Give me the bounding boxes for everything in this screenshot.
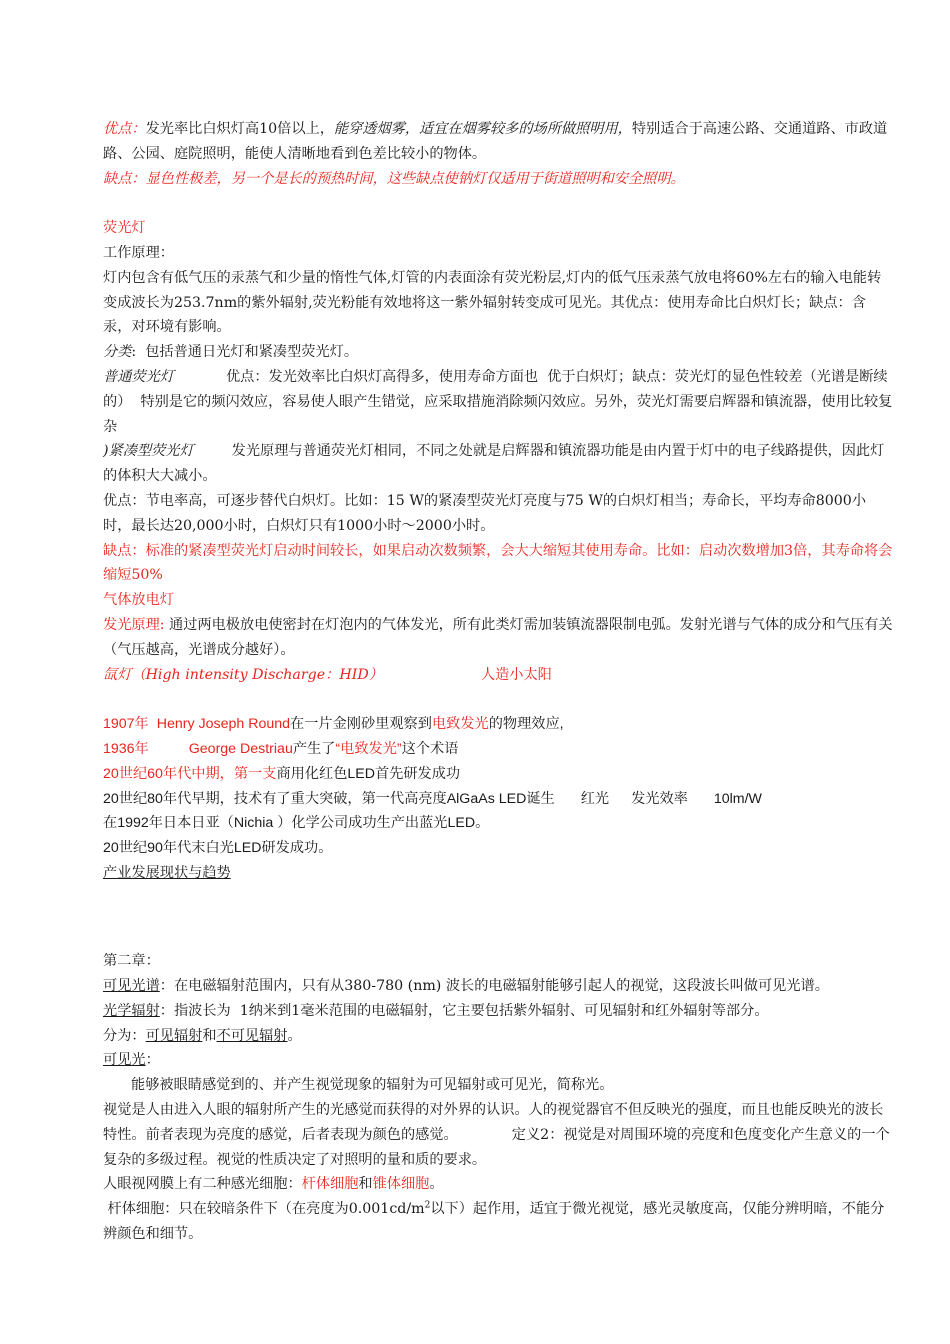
classification-label: 分类 xyxy=(103,344,132,361)
spacer xyxy=(103,687,893,712)
led-1936-text: 产生了 xyxy=(292,740,336,757)
pros-text-3: 特别适合于高速公路、交通道路、市政道路、公园、庭院照明，能使人清晰地看到色差比较小的物体。 xyxy=(103,121,888,162)
term-quoted: “电致发光” xyxy=(335,740,402,757)
optical-radiation-paragraph xyxy=(103,999,893,1024)
sodium-pros-paragraph xyxy=(103,117,893,167)
led-1980s-red-light: 红光 xyxy=(580,790,610,807)
cone-cells-label: 锥体细胞 xyxy=(372,1176,430,1193)
xenon-line xyxy=(103,663,893,688)
rod-cells-label: 杆体细胞 xyxy=(301,1176,359,1193)
gas-principle-label: 发光原理: xyxy=(103,616,165,633)
compact-pros-paragraph: 优点：节电率高，可逐步替代白炽灯。比如：15 W的紧凑型荧光灯亮度与75 W的白炽灯相当；寿命长，平均寿命8000小时，最长达20,000小时，白炽灯只有1000小时～2000小时。 xyxy=(103,492,867,534)
split-prefix: 分为： xyxy=(103,1027,146,1044)
led-history-1992: 在1992年日本日亚（Nichia ）化学公司成功生产出蓝光LED。 xyxy=(103,815,490,832)
led-1936-end: 这个术语 xyxy=(401,740,459,757)
name-round: Henry Joseph Round xyxy=(156,716,291,733)
led-1980s-value: 10lm/W xyxy=(713,790,762,807)
fluorescent-heading: 荧光灯 xyxy=(103,220,146,237)
compact-fluorescent-text: 发光原理与普通荧光灯相同，不同之处就是启辉器和镇流器功能是由内置于灯中的电子线路提供，因此灯的体积大大减小。 xyxy=(103,443,885,485)
principle-label: 工作原理： xyxy=(103,244,174,261)
year-1936: 1936年 xyxy=(103,740,149,757)
compact-cons-paragraph: 缺点：标准的紧凑型荧光灯启动时间较长，如果启动次数频繁，会大大缩短其使用寿命。比如：启动次数增加3倍，其寿命将会缩短50% xyxy=(103,542,893,584)
visible-light-heading xyxy=(103,1048,893,1073)
led-1960s-text: 商用化红色LED首先研发成功 xyxy=(276,765,461,782)
split-and: 和 xyxy=(202,1027,217,1044)
split-end: 。 xyxy=(287,1027,302,1044)
chapter-two-heading: 第二章： xyxy=(103,953,160,970)
led-1907-text: 在一片金刚砂里观察到 xyxy=(290,716,432,733)
visible-radiation-label: 可见辐射 xyxy=(145,1027,203,1044)
normal-fluorescent-text: 优点：发光效率比白炽灯高得多，使用寿命方面也 优于白炽灯；缺点：荧光灯的显色性较差（光谱是断续的） 特别是它的频闪效应，容易使人眼产生错觉，应采取措施消除频闪效应。另外，荧光灯需要启辉器和镇流器，使用比较复杂 xyxy=(103,368,893,435)
visible-spectrum-paragraph xyxy=(103,974,893,999)
year-1907: 1907年 xyxy=(103,716,149,733)
spacer xyxy=(103,886,893,936)
led-1980s-text: 20世纪80年代早期，技术有了重大突破，第一代高亮度AlGaAs LED诞生 xyxy=(103,790,555,807)
led-history-1980s xyxy=(103,787,893,812)
name-destriau: George Destriau xyxy=(188,740,293,757)
cells-and: 和 xyxy=(358,1176,373,1193)
spacer xyxy=(103,191,893,216)
gas-principle-text: 通过两电极放电使密封在灯泡内的气体发光，所有此类灯需加装镇流器限制电弧。发射光谱与气体的成分和气压有关（气压越高，光谱成分越好）。 xyxy=(103,616,893,658)
led-1960s-red: 20世纪60年代中期，第一支 xyxy=(103,765,277,782)
gas-principle-paragraph xyxy=(103,613,893,663)
classification-text: : 包括普通日光灯和紧凑型荧光灯。 xyxy=(131,344,359,361)
industry-trends-heading: 产业发展现状与趋势 xyxy=(103,864,231,881)
pros-label: 优点： xyxy=(103,121,146,137)
radiation-split-paragraph xyxy=(103,1024,893,1049)
rod-text-b: 以下）起作用，适宜于微光视觉，感光灵敏度高，仅能分辨明暗，不能分辨颜色和细节。 xyxy=(103,1201,885,1243)
compact-fluorescent-paragraph xyxy=(103,439,893,489)
led-1980s-efficiency: 发光效率 xyxy=(631,790,688,807)
vision-paragraph: 视觉是人由进入人眼的辐射所产生的光感觉而获得的对外界的认识。人的视觉器官不但反映光的强度，而且也能反映光的波长特性。前者表现为亮度的感觉，后者表现为颜色的感觉。 定义2：视觉是对周围环境的亮度和色度变化产生意义的一个复杂的多级过程。视觉的性质决定了对照明的量和质的要求。 xyxy=(103,1102,890,1168)
pros-text-2: 能穿透烟雾，适宜在烟雾较多的场所做照明用， xyxy=(333,121,632,137)
sodium-cons-paragraph: 缺点：显色性极差，另一个是长的预热时间，这些缺点使钠灯仅适用于街道照明和安全照明。 xyxy=(103,170,685,187)
document-body xyxy=(103,117,893,1247)
term-electroluminescence: 电致发光 xyxy=(431,716,489,733)
artificial-sun-label: 人造小太阳 xyxy=(480,666,552,683)
gas-discharge-heading: 气体放电灯 xyxy=(103,592,174,609)
led-1907-end: 的物理效应, xyxy=(488,716,564,733)
optical-radiation-label: 光学辐射 xyxy=(103,1002,160,1019)
classification-paragraph xyxy=(103,340,893,365)
invisible-radiation-label: 不可见辐射 xyxy=(216,1027,288,1044)
normal-fluorescent-label: 普通荧光灯 xyxy=(103,368,174,385)
photoreceptor-paragraph xyxy=(103,1172,893,1197)
normal-fluorescent-paragraph xyxy=(103,365,893,439)
rod-text-a: 杆体细胞：只在较暗条件下（在亮度为0.001cd/m xyxy=(103,1201,425,1218)
visible-light-colon: ： xyxy=(145,1052,160,1069)
visible-light-definition: 能够被眼睛感觉到的、并产生视觉现象的辐射为可见辐射或可见光，简称光。 xyxy=(131,1077,614,1094)
rod-cells-paragraph xyxy=(103,1197,893,1247)
led-history-1936 xyxy=(103,737,893,762)
xenon-lamp-label: 氙灯（High intensity Discharge：HID） xyxy=(103,666,383,683)
led-history-1990s: 20世纪90年代末白光LED研发成功。 xyxy=(103,840,333,857)
led-history-1960s xyxy=(103,762,893,787)
compact-fluorescent-label: )紧凑型荧光灯 xyxy=(103,443,194,460)
visible-spectrum-label: 可见光谱 xyxy=(103,978,160,995)
optical-radiation-text: ：指波长为 1纳米到1毫米范围的电磁辐射，它主要包括紫外辐射、可见辐射和红外辐射等部分。 xyxy=(159,1002,769,1019)
led-history-1907 xyxy=(103,712,893,737)
cells-prefix: 人眼视网膜上有二种感光细胞： xyxy=(103,1176,302,1193)
visible-light-label: 可见光 xyxy=(103,1052,146,1069)
principle-paragraph: 灯内包含有低气压的汞蒸气和少量的惰性气体,灯管的内表面涂有荧光粉层,灯内的低气压汞蒸气放电将60%左右的输入电能转变成波长为253.7nm的紫外辐射,荧光粉能有效地将这一紫外辐射转变成可见光。其优点：使用寿命比白炽灯长；缺点：含汞，对环境有影响。 xyxy=(103,269,882,336)
spacer xyxy=(103,935,893,949)
cells-end: 。 xyxy=(429,1176,444,1193)
superscript-2: 2 xyxy=(424,1200,431,1211)
pros-text-1: 发光率比白炽灯高10倍以上， xyxy=(145,121,334,137)
visible-spectrum-text: ：在电磁辐射范围内，只有从380-780 (nm) 波长的电磁辐射能够引起人的视觉，这段波长叫做可见光谱。 xyxy=(159,978,829,995)
